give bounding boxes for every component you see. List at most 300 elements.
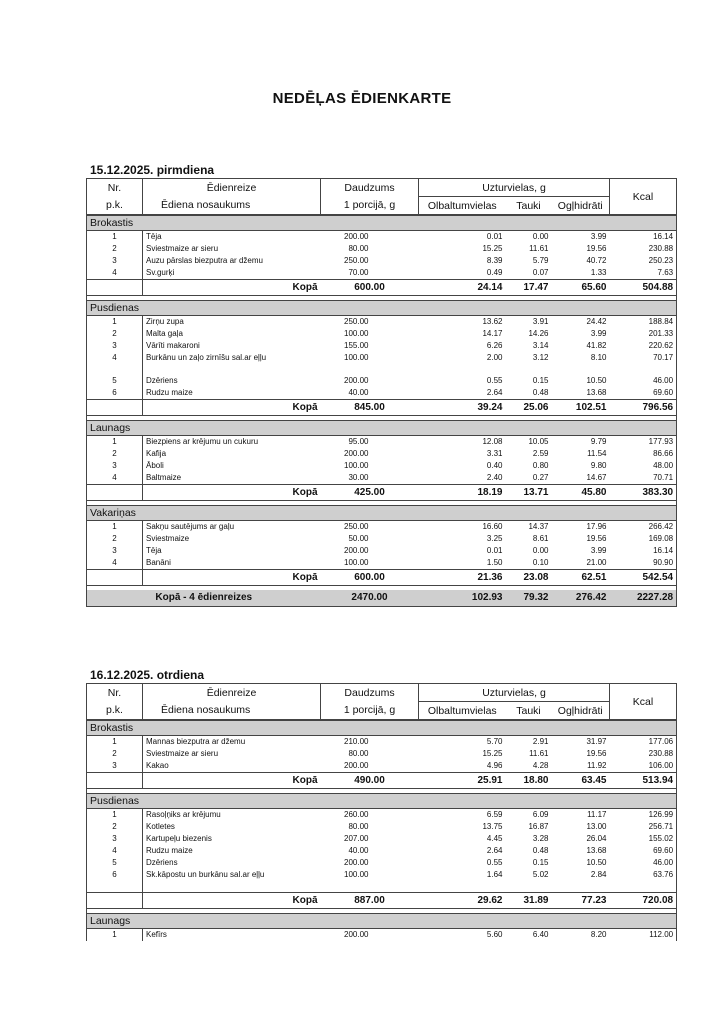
total-fat: 31.89 [506,893,552,909]
item-fat: 0.48 [532,388,549,397]
total-qty: 600.00 [321,280,419,296]
item-protein: 13.62 [482,317,503,326]
table-row [87,231,677,244]
item-qty: 100.00 [344,461,369,470]
col-nutrients: Uzturvielas, g [419,179,610,197]
item-kcal: 46.00 [653,858,674,867]
item-carbs: 26.04 [586,834,607,843]
item-name: Rasoļņiks ar krējumu [143,809,321,822]
item-fat: 0.00 [532,546,549,555]
item-qty: 200.00 [344,546,369,555]
table-row [87,748,677,760]
grand-total-fat: 79.32 [506,590,552,607]
col-fat: Tauki [516,704,541,717]
item-carbs: 24.42 [586,317,607,326]
day-date: 16.12.2025. otrdiena [90,668,205,682]
grand-total-kcal: 2227.28 [610,590,677,607]
table-row [87,316,677,329]
col-nr-sub: p.k. [106,704,123,717]
item-fat: 4.28 [532,761,549,770]
item-protein: 5.70 [486,737,503,746]
item-nr: 6 [112,870,117,879]
item-name: Sv.gurķi [143,267,321,280]
item-kcal: 256.71 [648,822,674,831]
item-name: Dzēriens [143,857,321,869]
item-qty: 80.00 [348,749,369,758]
item-fat: 3.14 [532,341,549,350]
item-kcal: 250.23 [648,256,674,265]
grand-total-carbs: 276.42 [552,590,610,607]
item-protein: 15.25 [482,749,503,758]
item-carbs: 40.72 [586,256,607,265]
table-row [87,736,677,749]
item-protein: 0.49 [486,268,503,277]
total-qty: 600.00 [321,570,419,586]
section-header: Launags [87,914,677,929]
table-row [87,533,677,545]
col-carbs: Ogļhidrāti [557,199,603,212]
item-qty: 40.00 [348,846,369,855]
item-qty: 200.00 [344,376,369,385]
item-name: Sakņu sautējums ar gaļu [143,521,321,534]
total-fat: 18.80 [506,773,552,789]
item-nr: 3 [112,546,117,555]
item-qty: 200.00 [344,930,369,939]
grand-total-protein: 102.93 [419,590,506,607]
col-qty: Daudzums [321,684,419,702]
item-qty: 250.00 [344,256,369,265]
item-qty: 200.00 [344,232,369,241]
item-nr: 6 [112,388,117,397]
item-fat: 2.91 [532,737,549,746]
section-total-row [87,485,677,501]
item-carbs: 17.96 [586,522,607,531]
item-fat: 6.40 [532,930,549,939]
item-fat: 2.59 [532,449,549,458]
item-protein: 3.31 [486,449,503,458]
item-carbs: 13.68 [586,388,607,397]
table-row [87,436,677,449]
item-protein: 16.60 [482,522,503,531]
item-carbs: 19.56 [586,244,607,253]
col-dish-name: Ēdiena nosaukums [143,197,321,215]
col-dish-name: Ēdiena nosaukums [143,702,321,720]
col-nutrients: Uzturvielas, g [419,684,610,702]
item-qty: 260.00 [344,810,369,819]
table-row [87,243,677,255]
item-protein: 1.50 [486,558,503,567]
col-nr-sub: p.k. [106,199,123,212]
table-row [87,760,677,773]
total-label: Kopā [143,280,321,296]
item-carbs: 10.50 [586,858,607,867]
item-nr: 1 [112,317,117,326]
total-carbs: 45.80 [552,485,610,501]
table-row [87,472,677,485]
total-qty: 845.00 [321,400,419,416]
item-carbs: 10.50 [586,376,607,385]
item-name: Mannas biezputra ar džemu [143,736,321,749]
menu-table-body [86,215,677,607]
table-row [87,929,677,942]
item-kcal: 63.76 [653,870,674,879]
item-fat: 5.02 [532,870,549,879]
item-kcal: 266.42 [648,522,674,531]
item-qty: 100.00 [344,558,369,567]
total-carbs: 62.51 [552,570,610,586]
item-fat: 14.26 [528,329,549,338]
table-row [87,857,677,869]
table-row [87,448,677,460]
menu-table-header [86,178,677,215]
total-kcal: 542.54 [610,570,677,586]
item-kcal: 46.00 [653,376,674,385]
item-protein: 13.75 [482,822,503,831]
total-label: Kopā [143,893,321,909]
total-protein: 18.19 [419,485,506,501]
total-protein: 21.36 [419,570,506,586]
item-protein: 6.59 [486,810,503,819]
item-kcal: 188.84 [648,317,674,326]
total-qty: 490.00 [321,773,419,789]
table-row [87,521,677,534]
item-fat: 16.87 [528,822,549,831]
item-kcal: 177.06 [648,737,674,746]
item-protein: 0.55 [486,858,503,867]
item-nr: 2 [112,534,117,543]
item-nr: 5 [112,858,117,867]
item-protein: 4.96 [486,761,503,770]
table-row [87,557,677,570]
item-kcal: 69.60 [653,388,674,397]
item-nr: 1 [112,810,117,819]
item-name: Malta gaļa [143,328,321,340]
total-carbs: 63.45 [552,773,610,789]
col-protein: Olbaltumvielas [419,702,506,720]
item-fat: 11.61 [529,749,549,758]
item-nr: 4 [112,846,117,855]
item-protein: 5.60 [486,930,503,939]
grand-total-label: Kopā - 4 ēdienreizes [87,590,321,607]
item-nr: 2 [112,749,117,758]
item-name: Kartupeļu biezenis [143,833,321,845]
table-row [87,387,677,400]
item-protein: 8.39 [486,256,503,265]
section-header: Brokastis [87,216,677,231]
total-protein: 25.91 [419,773,506,789]
total-qty: 425.00 [321,485,419,501]
page-title: NEDĒĻAS ĒDIENKARTE [272,90,452,107]
item-nr: 3 [112,256,117,265]
item-fat: 5.79 [532,256,549,265]
item-nr: 4 [112,473,117,482]
col-meal: Ēdienreize [143,684,321,702]
item-fat: 8.61 [532,534,549,543]
day-block-tuesday [86,668,680,941]
item-kcal: 230.88 [648,244,674,253]
item-qty: 210.00 [344,737,369,746]
item-protein: 14.17 [482,329,503,338]
section-header: Vakariņas [87,506,677,521]
table-row [87,352,677,375]
item-kcal: 106.00 [648,761,674,770]
item-protein: 2.00 [486,353,503,362]
item-carbs: 19.56 [586,749,607,758]
item-nr: 4 [112,558,117,567]
col-meal: Ēdienreize [143,179,321,197]
total-kcal: 720.08 [610,893,677,909]
total-fat: 17.47 [506,280,552,296]
item-qty: 200.00 [344,858,369,867]
item-protein: 2.40 [486,473,503,482]
item-nr: 1 [112,232,117,241]
item-carbs: 11.54 [587,449,607,458]
item-nr: 1 [112,522,117,531]
section-total-row [87,280,677,296]
item-name: Sk.kāpostu un burkānu sal.ar eļļu [143,869,321,893]
col-protein: Olbaltumvielas [419,197,506,215]
col-carbs: Ogļhidrāti [557,704,603,717]
col-kcal: Kcal [610,684,677,720]
col-fat: Tauki [516,199,541,212]
item-fat: 0.10 [532,558,549,567]
item-qty: 80.00 [348,822,369,831]
total-carbs: 65.60 [552,280,610,296]
item-name: Kotletes [143,821,321,833]
item-kcal: 126.99 [648,810,674,819]
col-qty: Daudzums [321,179,419,197]
item-qty: 200.00 [344,449,369,458]
item-name: Biezpiens ar krējumu un cukuru [143,436,321,449]
item-carbs: 9.79 [590,437,607,446]
item-kcal: 48.00 [653,461,674,470]
item-nr: 2 [112,449,117,458]
col-qty-sub: 1 porcijā, g [321,197,419,215]
item-qty: 30.00 [348,473,369,482]
table-row [87,460,677,472]
item-kcal: 16.14 [653,546,674,555]
item-carbs: 9.80 [590,461,607,470]
item-fat: 10.05 [528,437,549,446]
total-carbs: 102.51 [552,400,610,416]
item-nr: 3 [112,761,117,770]
item-qty: 80.00 [348,244,369,253]
item-nr: 4 [112,353,117,362]
item-carbs: 13.00 [586,822,607,831]
item-kcal: 112.00 [649,930,674,939]
item-carbs: 21.00 [586,558,607,567]
item-name: Kakao [143,760,321,773]
item-qty: 40.00 [348,388,369,397]
item-kcal: 70.71 [653,473,674,482]
total-protein: 29.62 [419,893,506,909]
item-qty: 155.00 [344,341,369,350]
item-name: Vārīti makaroni [143,340,321,352]
col-nr: Nr. [107,181,122,194]
item-nr: 3 [112,461,117,470]
item-kcal: 7.63 [657,268,674,277]
item-nr: 2 [112,244,117,253]
item-fat: 0.00 [532,232,549,241]
item-carbs: 3.99 [590,546,607,555]
item-name: Kefīrs [143,929,321,942]
item-kcal: 69.60 [653,846,674,855]
menu-table-header [86,683,677,720]
item-protein: 15.25 [482,244,503,253]
section-total-row [87,400,677,416]
col-nr: Nr. [107,686,122,699]
grand-total-row [87,590,677,607]
table-row [87,375,677,387]
item-fat: 0.80 [532,461,549,470]
item-name: Rudzu maize [143,387,321,400]
item-kcal: 70.17 [653,353,674,362]
item-nr: 3 [112,341,117,350]
item-protein: 2.64 [486,846,503,855]
item-kcal: 155.02 [648,834,674,843]
item-protein: 0.01 [486,546,503,555]
item-name: Āboli [143,460,321,472]
item-carbs: 8.20 [590,930,607,939]
section-total-row [87,570,677,586]
item-name: Dzēriens [143,375,321,387]
table-row [87,255,677,267]
item-kcal: 90.90 [653,558,674,567]
item-name: Sviestmaize ar sieru [143,243,321,255]
item-fat: 14.37 [528,522,549,531]
total-kcal: 504.88 [610,280,677,296]
item-fat: 0.27 [532,473,549,482]
total-label: Kopā [143,773,321,789]
item-name: Rudzu maize [143,845,321,857]
item-kcal: 177.93 [648,437,674,446]
col-kcal: Kcal [610,179,677,215]
item-protein: 0.01 [486,232,503,241]
grand-total-qty: 2470.00 [321,590,419,607]
table-row [87,869,677,893]
item-carbs: 3.99 [590,232,607,241]
item-protein: 3.25 [486,534,503,543]
item-qty: 250.00 [344,317,369,326]
item-fat: 3.12 [532,353,549,362]
table-row [87,328,677,340]
menu-table-body [86,720,677,941]
item-protein: 0.40 [486,461,503,470]
total-label: Kopā [143,400,321,416]
total-label: Kopā [143,570,321,586]
item-name: Auzu pārslas biezputra ar džemu [143,255,321,267]
total-kcal: 513.94 [610,773,677,789]
total-fat: 23.08 [506,570,552,586]
table-row [87,545,677,557]
item-qty: 100.00 [344,870,369,879]
item-fat: 3.28 [532,834,549,843]
item-name: Baltmaize [143,472,321,485]
item-nr: 1 [112,930,117,939]
item-kcal: 86.66 [653,449,674,458]
day-date: 15.12.2025. pirmdiena [90,163,215,177]
item-name: Zirņu zupa [143,316,321,329]
item-carbs: 11.17 [587,810,607,819]
item-fat: 0.07 [532,268,549,277]
col-qty-sub: 1 porcijā, g [321,702,419,720]
item-carbs: 2.84 [590,870,607,879]
item-kcal: 230.88 [648,749,674,758]
item-protein: 0.55 [486,376,503,385]
item-fat: 0.15 [532,376,549,385]
item-fat: 0.15 [532,858,549,867]
item-nr: 5 [112,376,117,385]
item-nr: 2 [112,822,117,831]
total-kcal: 383.30 [610,485,677,501]
table-row [87,821,677,833]
item-carbs: 8.10 [590,353,607,362]
item-qty: 50.00 [348,534,369,543]
item-name: Burkānu un zaļo zirnīšu sal.ar eļļu [143,352,321,375]
section-total-row [87,773,677,789]
item-carbs: 11.92 [587,761,607,770]
total-kcal: 796.56 [610,400,677,416]
item-carbs: 31.97 [586,737,607,746]
item-qty: 250.00 [344,522,369,531]
total-label: Kopā [143,485,321,501]
item-name: Tēja [143,545,321,557]
item-name: Tēja [143,231,321,244]
section-header: Launags [87,421,677,436]
item-qty: 100.00 [344,353,369,362]
table-row [87,267,677,280]
item-fat: 0.48 [532,846,549,855]
total-protein: 39.24 [419,400,506,416]
section-header: Pusdienas [87,794,677,809]
item-protein: 6.26 [486,341,503,350]
section-total-row [87,893,677,909]
item-kcal: 16.14 [653,232,674,241]
item-qty: 200.00 [344,761,369,770]
item-qty: 100.00 [344,329,369,338]
day-block-monday [86,163,680,607]
item-qty: 207.00 [344,834,369,843]
total-carbs: 77.23 [552,893,610,909]
item-carbs: 41.82 [586,341,607,350]
section-header: Brokastis [87,721,677,736]
item-protein: 12.08 [482,437,503,446]
item-carbs: 14.67 [586,473,607,482]
table-row [87,340,677,352]
item-nr: 2 [112,329,117,338]
total-fat: 13.71 [506,485,552,501]
table-row [87,833,677,845]
item-carbs: 13.68 [586,846,607,855]
item-fat: 3.91 [532,317,549,326]
total-protein: 24.14 [419,280,506,296]
item-carbs: 1.33 [590,268,607,277]
section-header: Pusdienas [87,301,677,316]
total-qty: 887.00 [321,893,419,909]
item-protein: 4.45 [486,834,503,843]
item-kcal: 169.08 [648,534,674,543]
item-kcal: 220.62 [648,341,674,350]
item-protein: 2.64 [486,388,503,397]
item-protein: 1.64 [486,870,503,879]
item-qty: 95.00 [348,437,369,446]
item-nr: 1 [112,737,117,746]
item-carbs: 3.99 [590,329,607,338]
item-fat: 6.09 [532,810,549,819]
item-fat: 11.61 [529,244,549,253]
item-qty: 70.00 [348,268,369,277]
item-kcal: 201.33 [648,329,674,338]
